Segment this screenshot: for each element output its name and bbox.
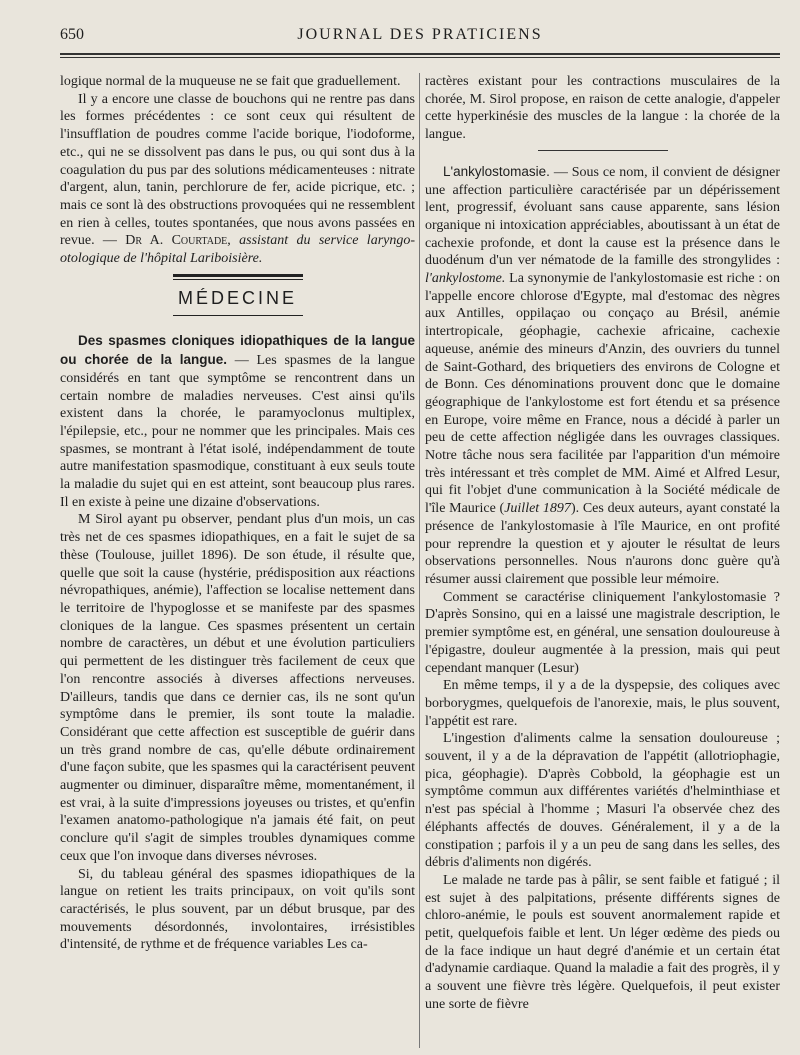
left-column: [60, 73, 415, 1048]
paragraph: [60, 332, 415, 511]
paragraph-text: — Sous ce nom, il convient de désigner une affection particulière caractérisée par un dépérissement lent, progressif, évoluant sans cause apparente, sans lésion organique ni intoxication appréciables, aboutissant à un état de cachexie profonde, et dont la cause est la présence dans le duodénum d'un ver nématode de la famille des strongylides :: [425, 164, 780, 269]
page-header: [60, 20, 780, 50]
paragraph-text: — Les spasmes de la langue considérés en tant que symptôme se rencontrent dans un certain nombre de maladies nerveuses. C'est ainsi qu'ils existent dans la chorée, le paramyoclonus multiplex, l'épilepsie, etc., pour ne nommer que les principales. Mais ces spasmes, se montrant à l'état isolé, indépendamment de toute autre manifestation spasmodique, constituant à eux seuls toute la maladie du sujet qui en est atteint, sont beaucoup plus rares. Il en existe à peine une dizaine d'observations.: [60, 353, 415, 510]
paragraph: Si, du tableau général des spasmes idiopathiques de la langue on retient les traits principaux, on voit qu'ils sont caractérisés, le plus souvent, par un début brusque, par des mouvements désordonnés, involontaires, irrésistibles d'intensité, de rythme et de fréquence variables Les ca-: [60, 866, 415, 953]
header-rule: [60, 53, 780, 55]
paragraph: ractères existant pour les contractions musculaires de la chorée, M. Sirol propose, en raison de cette analogie, d'appeler cette hyperkinésie des muscles de la langue : la chorée de la langue.: [425, 74, 780, 143]
author-name: Dr A. Courtade,: [125, 233, 231, 249]
header-rule-thin: [60, 57, 780, 58]
paragraph-text: ). Ces deux auteurs, ayant constaté la présence de l'ankylostomasie à l'île Maurice, en ont profité pour reprendre la question et y ajouter le résultat de leurs observations personnelles. Nous n'aurons donc guère qu'à résumer aussi clairement que possible leur mémoire.: [425, 501, 780, 587]
article-heading: L'ankylostomasie.: [443, 163, 550, 179]
paragraph-text: La synonymie de l'ankylostomasie est riche : on l'appelle encore chlorose d'Egypte, mal d'estomac des nègres aux Antilles, oppilaçao ou conçaço au Brésil, anémie intertropicale, géophagie, cachexie africaine, cachexie aqueuse, anémie des mineurs d'Anzin, des ouvriers du tunnel de Saint-Gothard, des briquetiers des environs de Cologne et de Bonn. Ces dénominations prouvent donc que le domaine géographique de l'ankylostome est fort étendu et sa présence en Europe, voire même en France, nous a décidé à parler un peu de cette affection négligée dans les ouvrages classiques. Notre tâche nous sera facilitée par l'apparition d'un mémoire très intéressant et très complet de MM. Aimé et Alfred Lesur, qui fit l'objet d'une communication à la Société médicale de l'île Maurice (: [425, 271, 780, 517]
paragraph: M Sirol ayant pu observer, pendant plus d'un mois, un cas très net de ces spasmes idiopathiques, en a fait le sujet de sa thèse (Toulouse, juillet 1896). De son étude, il résulte que, quelle que soit la cause (hystérie, prédisposition aux réactions névropathiques, anémie), l'affection se localise nettement dans le territoire de l'hypoglosse et se manifeste par des spasmes cloniques de la langue. Ces spasmes présentent un certain nombre de caractères, un début et une évolution particuliers qui permettent de les distinguer très facilement de ceux que l'on rencontre associés à diverses affections nerveuses. D'ailleurs, tandis que dans ce dernier cas, ils ne sont qu'un symptôme dans le premier, ils sont toute la maladie. Considérant que cette affection est susceptible de guérir dans un très grand nombre de cas, qu'elle débute ordinairement d'une façon subite, que les spasmes qui la caractérisent peuvent augmenter ou diminuer, disparaître même, momentanément, il est vrai, à la suite d'impressions joyeuses ou tristes, et qu'enfin l'examen anatomo-pathologique n'a jamais été fait, on peut conclure qu'il s'agit de simples troubles dynamiques comme ceux que l'on invoque dans diverses névroses.: [60, 512, 415, 864]
paragraph: [60, 91, 415, 268]
paragraph: logique normal de la muqueuse ne se fait que graduellement.: [60, 74, 401, 89]
paragraph: [425, 163, 780, 589]
article-separator: [538, 150, 668, 151]
paragraph: L'ingestion d'aliments calme la sensation douloureuse ; souvent, il y a de la dépravation de l'appétit (allotriophagie, pica, géophagie). D'après Cobbold, la géophagie est un symptôme commun aux différentes variétés d'helminthiase et n'est pas spécial à l'homme ; Masuri l'a observée chez des éléphants affectés de douves. Généralement, il y a de la constipation ; parfois il y a un peu de sang dans les selles, des débris d'aliments non digérés.: [425, 731, 780, 871]
paragraph: Le malade ne tarde pas à pâlir, se sent faible et fatigué ; il est sujet à des palpitations, présente différents signes de chloro-anémie, le pouls est souvent anormalement rapide et petit, quelquefois faible et lent. Un léger œdème des pieds ou de la face indique un haut degré d'anémie et un certain état d'adynamie cardiaque. Quand la maladie a fait des progrès, il y a souvent une fièvre très légère. Quelquefois, il peut exister une sorte de fièvre: [425, 872, 780, 1012]
italic-term: l'ankylostome.: [425, 271, 506, 287]
section-rule-top-thin: [173, 279, 303, 280]
page-number: 650: [60, 26, 84, 43]
author-affiliation: assistant du service laryngo-otologique de l'hôpital Lariboisière.: [60, 233, 415, 267]
section-rule-top: [173, 274, 303, 277]
journal-title: JOURNAL DES PRATICIENS: [297, 26, 543, 43]
paragraph: En même temps, il y a de la dyspepsie, des coliques avec borborygmes, quelquefois de l'anorexie, mais, le plus souvent, l'appétit est rare.: [425, 678, 780, 729]
column-divider: [419, 73, 420, 1048]
italic-date: Juillet 1897: [504, 501, 571, 517]
section-rule-bottom-thin: [173, 315, 303, 316]
right-column: [425, 73, 780, 1048]
article-heading: Des spasmes cloniques idiopathiques de la langue ou chorée de la langue.: [60, 333, 415, 368]
paragraph-text: Il y a encore une classe de bouchons qui ne rentre pas dans les formes précédentes : ce sont ceux qui résultent de l'insufflation de poudres comme l'acide borique, l'iodoforme, etc., qui ne se dissolvent pas dans le pus, ou qui sont dus à la coagulation du pus par des solutions médicamenteuses : nitrate d'argent, alun, tanin, perchlorure de fer, acide picrique, etc. ; mais ce sont là des obstructions provoquées qui ne ressemblent en rien à celles, toutes spontanées, que nous avons passées en revue. —: [60, 91, 415, 249]
paragraph: Comment se caractérise cliniquement l'ankylostomasie ? D'après Sonsino, qui en a laissé une magistrale description, le premier symptôme est, en général, une sensation douloureuse à l'épigastre, douleur augmentée à la pression, mais qui peut cependant manquer (Lesur): [425, 589, 780, 676]
section-title: MÉDECINE: [177, 287, 297, 308]
